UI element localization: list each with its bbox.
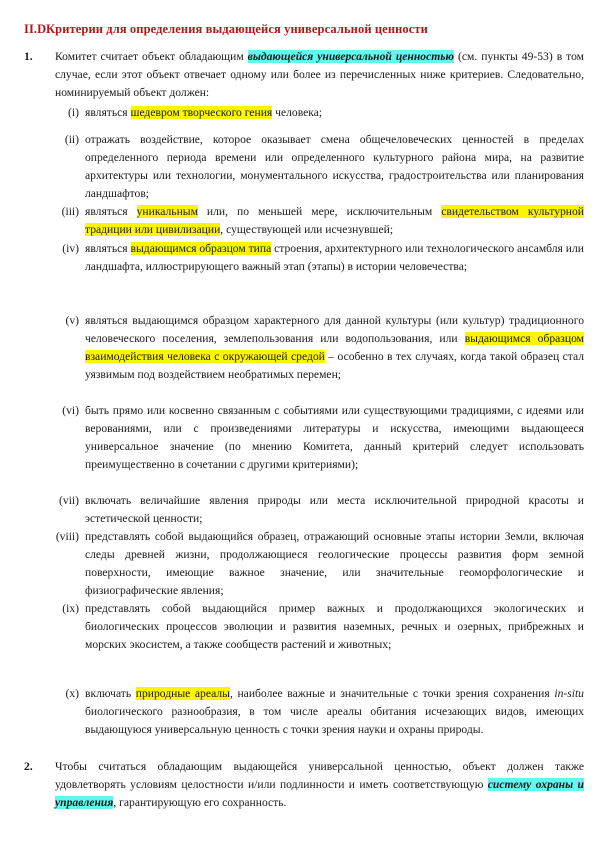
criterion-ii xyxy=(0,131,600,203)
paragraph-2-text-before: Чтобы считаться обладающим выдающейся универсальной ценностью, объект должен также удовлетворять условиям целостности и/или подлинности и иметь соответствующую xyxy=(55,760,584,791)
criterion-iii-body xyxy=(85,203,600,239)
paragraph-1-marker: 1. xyxy=(24,50,33,63)
criterion-iv-text-before: являться xyxy=(85,242,131,255)
criterion-viii-marker: (viii) xyxy=(55,530,79,543)
criterion-iii-marker: (iii) xyxy=(61,205,79,218)
criterion-ix-body: представлять собой выдающийся пример важных и продолжающихся экологических и биологических процессов эволюции и развития наземных, речных и озерных, прибрежных и морских экосистем, а также сообществ растений и животных; xyxy=(85,602,584,651)
criterion-vii xyxy=(0,492,600,528)
criterion-v-text-before: являться выдающимся образцом характерного для данной культуры (или культур) традиционного человеческого поселения, землепользования или водопользования, или xyxy=(85,314,584,345)
paragraph-2-marker: 2. xyxy=(24,760,33,773)
highlight-yellow-masterpiece: шедевром творческого гения xyxy=(130,106,273,119)
criterion-iii-text-1: являться xyxy=(85,205,137,218)
criterion-i-text-before: являться xyxy=(85,106,131,119)
criterion-iii-text-2: или, по меньшей мере, исключительным xyxy=(197,205,442,218)
criterion-i-body xyxy=(85,104,600,122)
criterion-v-body xyxy=(85,312,600,384)
criterion-x xyxy=(0,685,600,739)
criterion-v-text-after: – особенно в тех случаях, когда такой образец стал уязвимым под воздействием необратимых перемен; xyxy=(85,350,585,381)
paragraph-2-text-after: , гарантирующую его сохранность. xyxy=(113,796,287,809)
highlight-yellow-natural-habitats: природные ареалы xyxy=(135,687,230,700)
section-title: Критерии для определения выдающейся универсальной ценности xyxy=(46,22,428,36)
highlight-cyan-protection-system: систему охраны и управления xyxy=(55,778,584,809)
highlight-cyan-ouv: выдающейся универсальной ценностью xyxy=(247,50,455,63)
criterion-i xyxy=(0,104,600,122)
highlight-yellow-testimony: свидетельством культурной традиции или цивилизации xyxy=(85,205,584,236)
criterion-iv-body xyxy=(85,240,600,276)
criterion-iii-text-3: , существующей или исчезнувшей; xyxy=(220,223,394,236)
criterion-ii-body: отражать воздействие, которое оказывает смена общечеловеческих ценностей в пределах определенного периода времени или определенного культурного района мира, на развитие архитектуры или технологии, монументального искусства, градостроительства или планирования ландшафтов; xyxy=(85,133,584,200)
criterion-vii-marker: (vii) xyxy=(59,494,79,507)
criterion-ix xyxy=(0,600,600,654)
in-situ-italic: in-situ xyxy=(554,687,584,700)
criterion-vi-marker: (vi) xyxy=(62,404,79,417)
criterion-iv xyxy=(0,240,600,276)
criterion-vi-body: быть прямо или косвенно связанным с событиями или существующими традициями, с идеями или верованиями, или с произведениями литературы и искусства, имеющими выдающееся универсальное значение (по мнению Комитета, данный критерий следует использовать преимущественно в сочетании с другими критериями); xyxy=(85,404,584,471)
criterion-i-text-after: человека; xyxy=(272,106,323,119)
criterion-viii-body: представлять собой выдающийся образец, отражающий основные этапы истории Земли, включая следы древней жизни, продолжающиеся геологические процессы развития форм земной поверхности, имеющие важное значение, или значительные геоморфологические и физиографические явления; xyxy=(85,530,584,597)
criterion-ix-marker: (ix) xyxy=(62,602,79,615)
section-heading xyxy=(0,22,600,37)
criterion-x-body xyxy=(85,685,600,739)
criterion-i-marker: (i) xyxy=(68,106,79,119)
criterion-x-text-3: биологического разнообразия, в том числе ареалы обитания исчезающих видов, имеющих выдающуюся универсальную ценность с точки зрения науки и охраны природы. xyxy=(85,705,584,736)
paragraph-1-body xyxy=(55,48,600,102)
criterion-vi xyxy=(0,402,600,474)
paragraph-2 xyxy=(0,758,600,812)
paragraph-1-text-after: (см. пункты 49-53) в том случае, если этот объект отвечает одному или более из перечисленных ниже критериев. Следовательно, номинируемый объект должен: xyxy=(55,50,584,99)
criterion-vii-body: включать величайшие явления природы или места исключительной природной красоты и эстетической ценности; xyxy=(85,494,584,525)
paragraph-1 xyxy=(0,48,600,102)
section-number: II.D xyxy=(24,22,47,36)
highlight-yellow-interaction: выдающимся образцом взаимодействия человека с окружающей средой xyxy=(85,332,584,363)
criterion-ii-marker: (ii) xyxy=(64,133,79,146)
criterion-v-marker: (v) xyxy=(65,314,79,327)
paragraph-1-text-before: Комитет считает объект обладающим xyxy=(55,50,248,63)
criterion-viii xyxy=(0,528,600,600)
criterion-iv-text-after: строения, архитектурного или технологического ансамбля или ландшафта, иллюстрирующего важный этап (этапы) в истории человечества; xyxy=(85,242,584,273)
criterion-x-text-1: включать xyxy=(85,687,136,700)
highlight-yellow-unique: уникальным xyxy=(136,205,198,218)
criterion-v xyxy=(0,312,600,384)
highlight-yellow-outstanding-example: выдающимся образцом типа xyxy=(130,242,272,255)
paragraph-2-body xyxy=(55,758,600,812)
criterion-x-marker: (x) xyxy=(65,687,79,700)
criterion-iii xyxy=(0,203,600,239)
criterion-iv-marker: (iv) xyxy=(62,242,79,255)
criterion-x-text-2: , наиболее важные и значительные с точки зрения сохранения xyxy=(229,687,555,700)
